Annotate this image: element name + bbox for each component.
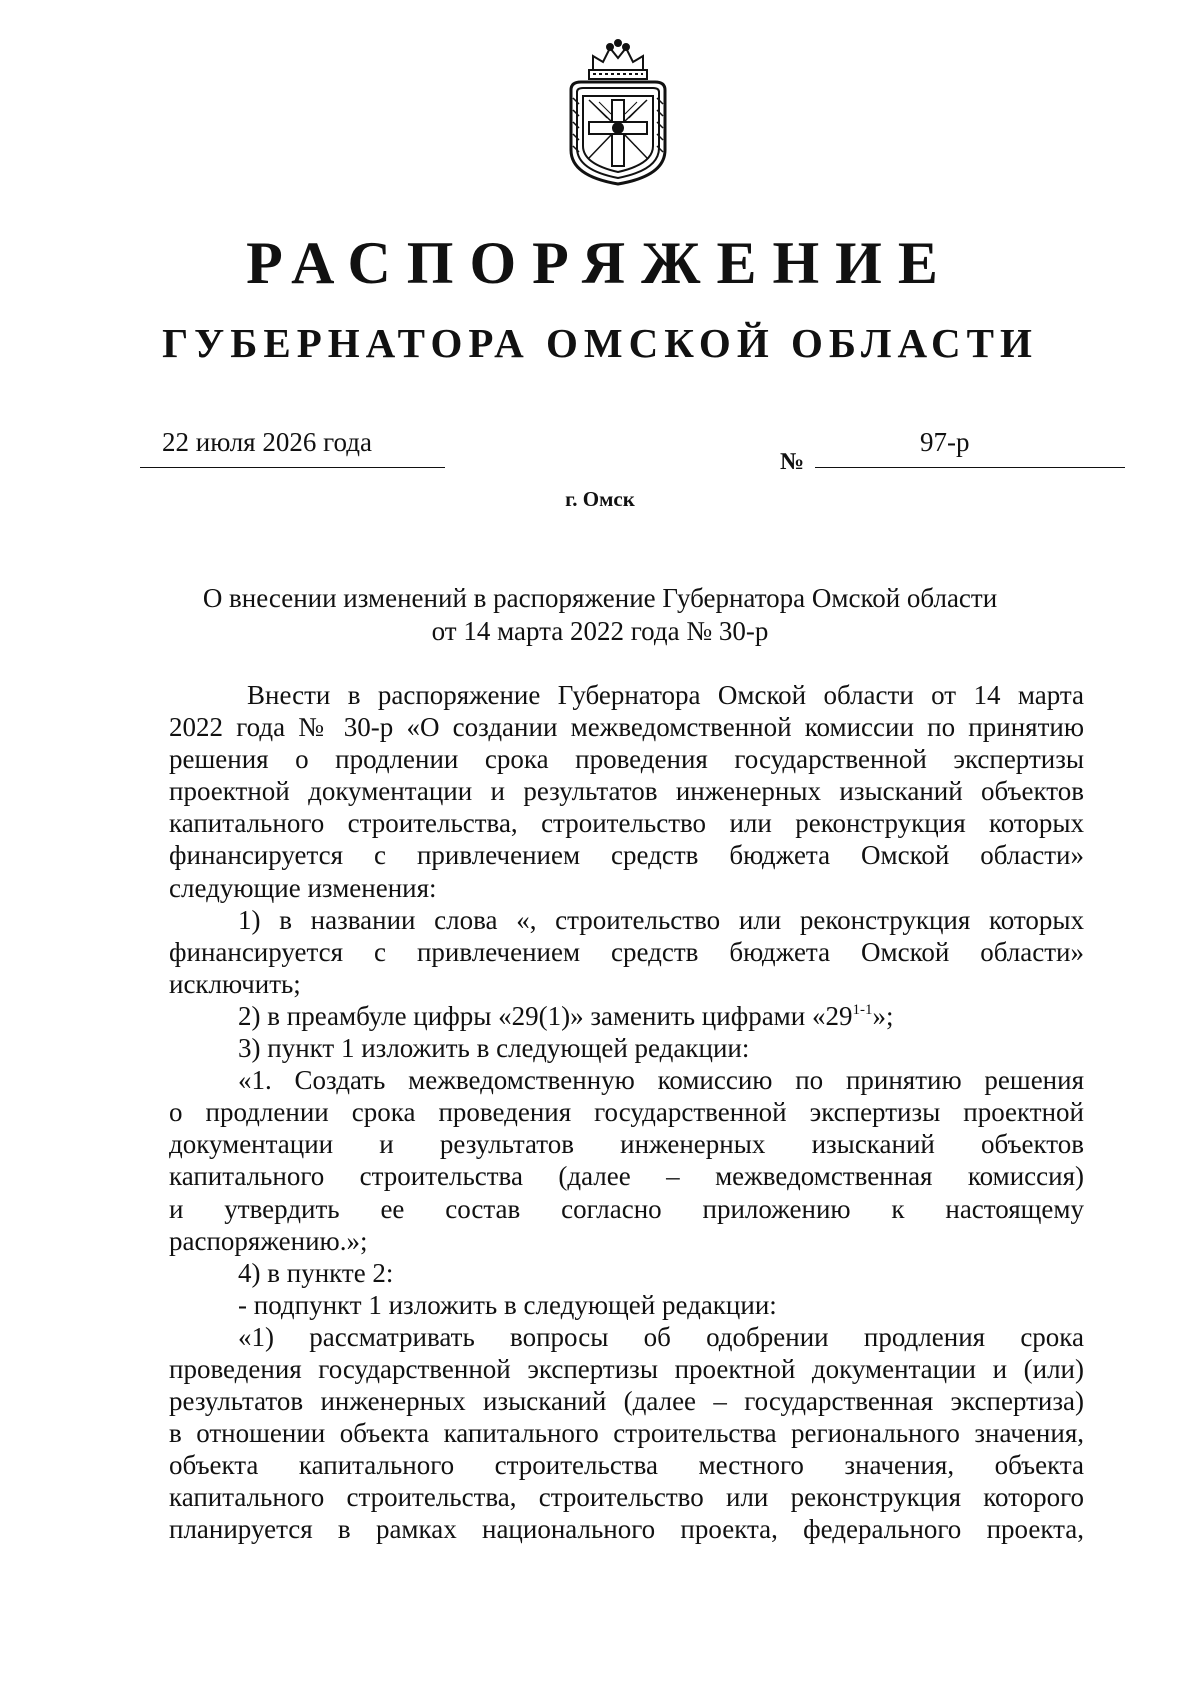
document-body <box>169 679 1084 1546</box>
omsk-oblast-coat-of-arms-icon <box>563 38 673 186</box>
text-line: 2022 года № 30-р «О создании межведомственной комиссии по принятию <box>169 712 1084 743</box>
text-line: 1) в названии слова «, строительство или реконструкция которых <box>238 904 1084 935</box>
item2-text-end: »; <box>872 1000 894 1031</box>
item2-text: 2) в преамбуле цифры «29(1)» заменить цифрами «29 <box>238 1000 853 1031</box>
text-line: следующие изменения: <box>169 872 437 903</box>
text-line: о продлении срока проведения государственной экспертизы проектной <box>169 1097 1084 1128</box>
document-date: 22 июля 2026 года <box>162 427 372 457</box>
text-line: - подпункт 1 изложить в следующей редакции: <box>238 1289 777 1320</box>
text-line: 3) пункт 1 изложить в следующей редакции: <box>238 1033 750 1064</box>
item2-superscript: 1-1 <box>852 1001 873 1018</box>
text-line: решения о продлении срока проведения государственной экспертизы <box>169 744 1084 775</box>
issuer-title: ГУБЕРНАТОРА ОМСКОЙ ОБЛАСТИ <box>162 320 1038 366</box>
text-line: и утвердить ее состав согласно приложению к настоящему <box>169 1193 1084 1224</box>
text-line: результатов инженерных изысканий (далее – государственная экспертиза) <box>169 1386 1084 1417</box>
text-line: «1) рассматривать вопросы об одобрении продления срока <box>238 1321 1084 1352</box>
subject-line: от 14 марта 2022 года № 30-р <box>431 616 769 646</box>
text-line: проектной документации и результатов инженерных изысканий объектов <box>169 776 1084 807</box>
document-type-title: РАСПОРЯЖЕНИЕ <box>246 230 954 296</box>
document-subject <box>0 582 1200 648</box>
document-number: 97-р <box>920 427 970 457</box>
text-line: «1. Создать межведомственную комиссию по принятию решения <box>238 1065 1084 1096</box>
text-line: распоряжению.»; <box>169 1225 368 1256</box>
number-underline <box>815 467 1125 468</box>
text-line: финансируется с привлечением средств бюджета Омской области» <box>169 936 1084 967</box>
text-line: капитального строительства, строительство или реконструкция которого <box>169 1482 1084 1513</box>
subject-line: О внесении изменений в распоряжение Губернатора Омской области <box>202 583 998 613</box>
text-line: капитального строительства (далее – межведомственная комиссия) <box>169 1161 1084 1192</box>
text-line: документации и результатов инженерных изысканий объектов <box>169 1129 1084 1160</box>
text-line: капитального строительства, строительство или реконструкция которых <box>169 808 1084 839</box>
text-line: в отношении объекта капитального строительства регионального значения, <box>169 1418 1084 1449</box>
text-line: объекта капитального строительства местного значения, объекта <box>169 1450 1084 1481</box>
text-line: 4) в пункте 2: <box>238 1257 394 1288</box>
text-line: финансируется с привлечением средств бюджета Омской области» <box>169 840 1084 871</box>
date-underline <box>140 467 445 468</box>
text-line: планируется в рамках национального проекта, федерального проекта, <box>169 1514 1084 1545</box>
number-sign: № <box>780 449 805 475</box>
text-line: Внести в распоряжение Губернатора Омской области от 14 марта <box>247 680 1084 710</box>
text-line: исключить; <box>169 968 301 999</box>
document-city: г. Омск <box>565 487 635 511</box>
text-line <box>169 1000 1084 1032</box>
text-line: проведения государственной экспертизы проектной документации и (или) <box>169 1353 1084 1384</box>
